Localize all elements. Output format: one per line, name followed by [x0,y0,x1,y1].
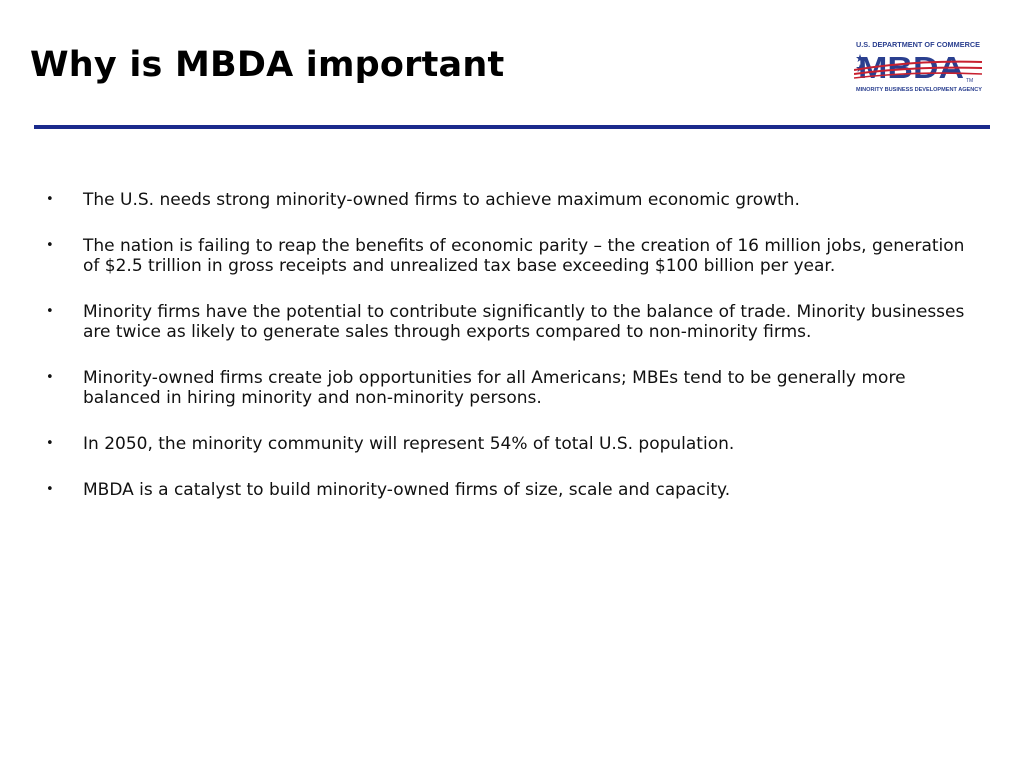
bullet-text: In 2050, the minority community will represent 54% of total U.S. population. [83,434,735,454]
bullet-text: Minority-owned firms create job opportunities for all Americans; MBEs tend to be generally more balanced in hiring minority and non-minority persons. [83,368,906,408]
bullet-list [46,190,986,526]
bullet-text: Minority firms have the potential to contribute significantly to the balance of trade. Minority businesses are twice as likely to generate sales through exports compared to non-minority firms. [83,302,965,342]
bullet-item [46,434,986,454]
logo-name-text: MBDA [858,50,964,85]
bullet-dot-icon: • [46,482,54,497]
bullet-dot-icon: • [46,238,54,253]
bullet-item [46,190,986,210]
mbda-logo-icon [854,40,988,96]
mbda-logo [854,40,988,96]
bullet-item [46,302,986,342]
bullet-item [46,236,986,276]
logo-department-text: U.S. DEPARTMENT OF COMMERCE [856,42,981,49]
bullet-item [46,480,986,500]
bullet-item [46,368,986,408]
bullet-text: MBDA is a catalyst to build minority-owned firms of size, scale and capacity. [83,480,731,500]
bullet-dot-icon: • [46,436,54,451]
bullet-dot-icon: • [46,370,54,385]
bullet-text: The nation is failing to reap the benefits of economic parity – the creation of 16 million jobs, generation of $2.5 trillion in gross receipts and unrealized tax base exceeding $100 billion per year. [83,236,965,276]
bullet-text: The U.S. needs strong minority-owned firms to achieve maximum economic growth. [83,190,800,210]
title-divider [34,125,990,129]
logo-agency-text: MINORITY BUSINESS DEVELOPMENT AGENCY [856,87,983,93]
bullet-dot-icon: • [46,304,54,319]
logo-trademark-text: TM [966,78,974,84]
bullet-dot-icon: • [46,192,54,207]
slide-title: Why is MBDA important [30,45,505,85]
